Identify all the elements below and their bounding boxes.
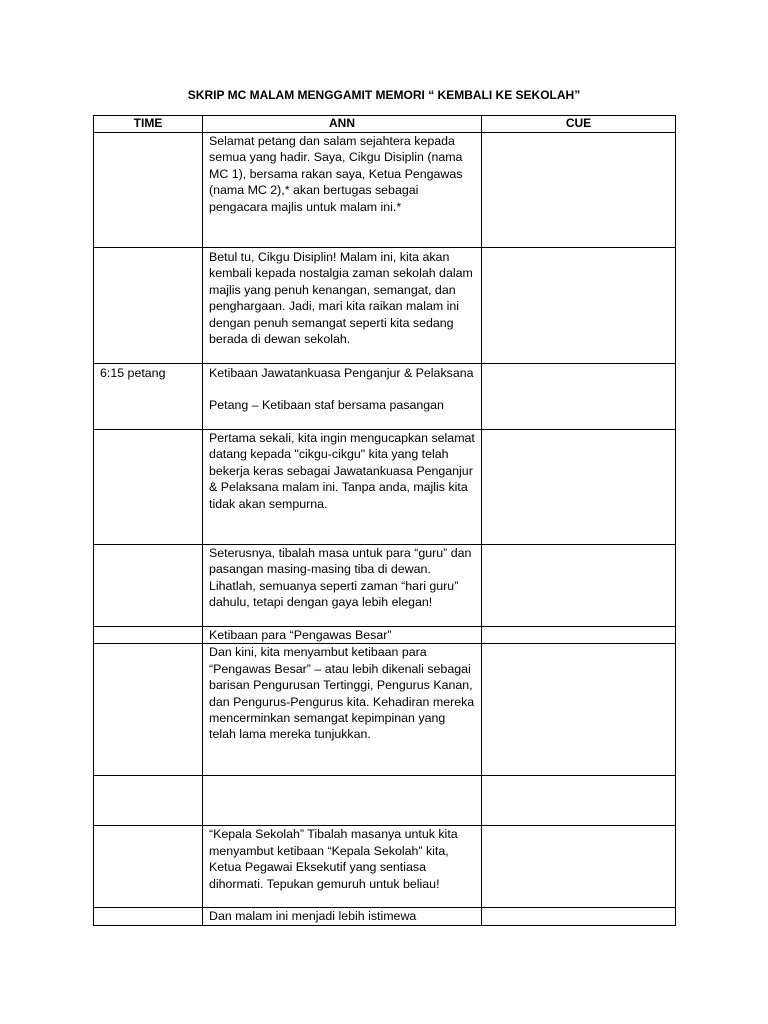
- ann-cell: [203, 430, 482, 545]
- table-row: [94, 908, 676, 925]
- page-title: SKRIP MC MALAM MENGGAMIT MEMORI “ KEMBALI KE SEKOLAH”: [187, 88, 581, 102]
- table-row: [94, 248, 676, 364]
- ann-text: Dan kini, kita menyambut ketibaan para “Pengawas Besar” – atau lebih dikenali sebagai barisan Pengurusan Tertinggi, Pengurus Kanan, dan Pengurus-Pengurus kita. Kehadiran mereka mencerminkan semangat kepimpinan yang telah lama mereka tunjukkan.: [209, 645, 475, 742]
- table-row: [94, 364, 676, 430]
- cue-cell: [482, 248, 676, 364]
- cue-cell: [482, 364, 676, 430]
- ann-cell: [203, 908, 482, 925]
- table-row: [94, 545, 676, 627]
- ann-cell: [203, 133, 482, 248]
- ann-cell: [203, 776, 482, 826]
- time-cell: 6:15 petang: [94, 364, 203, 430]
- time-cell: [94, 133, 203, 248]
- time-cell: [94, 627, 203, 644]
- ann-text: Ketibaan para “Pengawas Besar”: [209, 628, 392, 642]
- cue-cell: [482, 826, 676, 908]
- ann-text: Petang – Ketibaan staf bersama pasangan: [209, 398, 444, 413]
- ann-text: Ketibaan Jawatankuasa Penganjur & Pelaksana: [209, 366, 474, 380]
- ann-cell: [203, 545, 482, 627]
- table-row: [94, 644, 676, 776]
- ann-text: Betul tu, Cikgu Disiplin! Malam ini, kita akan kembali kepada nostalgia zaman sekolah dalam majlis yang penuh kenangan, semangat, dan penghargaan. Jadi, mari kita raikan malam ini dengan penuh semangat seperti kita sedang berada di dewan sekolah.: [209, 250, 473, 347]
- cue-cell: [482, 644, 676, 776]
- header-row: [94, 116, 676, 133]
- table-row: [94, 627, 676, 644]
- ann-cell: [203, 627, 482, 644]
- ann-text: Dan malam ini menjadi lebih istimewa: [209, 909, 417, 924]
- time-cell: [94, 545, 203, 627]
- ann-text: Seterusnya, tibalah masa untuk para “guru” dan pasangan masing-masing tiba di dewan. Lihatlah, semuanya seperti zaman “hari guru” dahulu, tetapi dengan gaya lebih elegan!: [209, 546, 472, 610]
- time-cell: [94, 776, 203, 826]
- ann-cell: [203, 364, 482, 430]
- time-cell: [94, 248, 203, 364]
- time-cell: [94, 826, 203, 908]
- cue-cell: [482, 776, 676, 826]
- ann-text: “Kepala Sekolah” Tibalah masanya untuk kita menyambut ketibaan “Kepala Sekolah” kita, Ketua Pegawai Eksekutif yang sentiasa dihormati. Tepukan gemuruh untuk beliau!: [209, 827, 458, 891]
- table-row: [94, 133, 676, 248]
- ann-text: Pertama sekali, kita ingin mengucapkan selamat datang kepada "cikgu-cikgu" kita yang telah bekerja keras sebagai Jawatankuasa Penganjur & Pelaksana malam ini. Tanpa anda, majlis kita tidak akan sempurna.: [209, 431, 475, 511]
- cue-cell: [482, 627, 676, 644]
- time-column-header: TIME: [94, 116, 203, 133]
- script-table: [93, 115, 676, 926]
- cue-column-header: CUE: [482, 116, 676, 133]
- time-cell: [94, 430, 203, 545]
- cue-cell: [482, 133, 676, 248]
- table-row: [94, 826, 676, 908]
- ann-cell: [203, 644, 482, 776]
- cue-cell: [482, 908, 676, 925]
- time-cell: [94, 908, 203, 925]
- ann-cell: [203, 248, 482, 364]
- table-row: [94, 430, 676, 545]
- ann-cell: [203, 826, 482, 908]
- cue-cell: [482, 545, 676, 627]
- table-row: [94, 776, 676, 826]
- ann-text: Selamat petang dan salam sejahtera kepada semua yang hadir. Saya, Cikgu Disiplin (nama MC 1), bersama rakan saya, Ketua Pengawas (nama MC 2),* akan bertugas sebagai pengacara majlis untuk malam ini.*: [209, 134, 463, 214]
- cue-cell: [482, 430, 676, 545]
- ann-column-header: ANN: [203, 116, 482, 133]
- time-cell: [94, 644, 203, 776]
